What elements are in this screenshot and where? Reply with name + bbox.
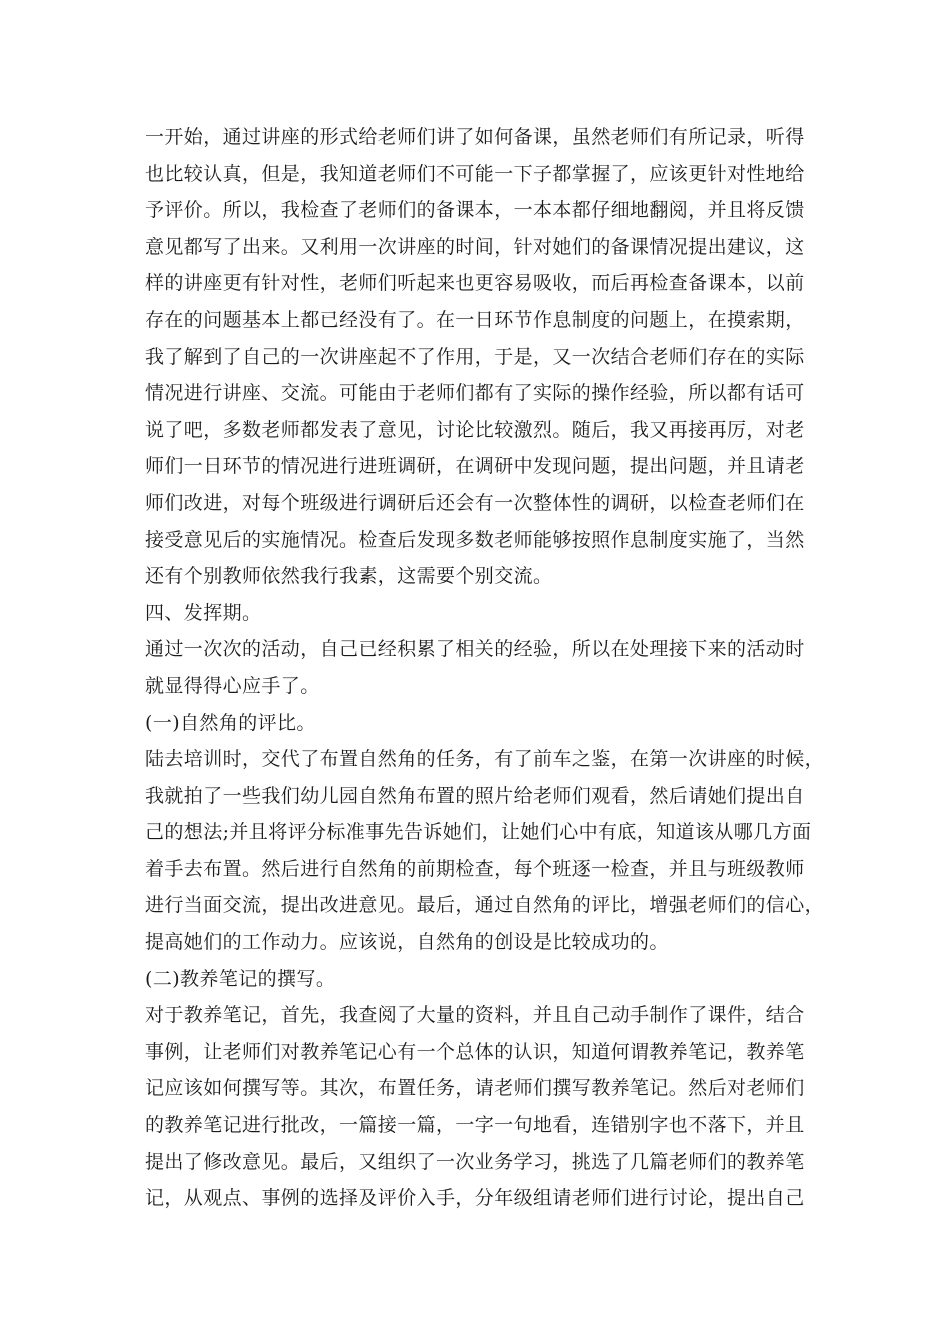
text-line: 存在的问题基本上都已经没有了。在一日环节作息制度的问题上，在摸索期，: [145, 308, 805, 331]
subsection-heading: (二)教养笔记的撰写。: [145, 967, 336, 990]
text-line: 还有个别教师依然我行我素，这需要个别交流。: [145, 565, 553, 588]
text-line: 说了吧，多数老师都发表了意见，讨论比较激烈。随后，我又再接再厉，对老: [145, 418, 805, 441]
text-line: 师们一日环节的情况进行进班调研，在调研中发现问题，提出问题，并且请老: [145, 455, 805, 478]
subsection-heading: (一)自然角的评比。: [145, 711, 316, 734]
text-line: 也比较认真，但是，我知道老师们不可能一下子都掌握了，应该更针对性地给: [145, 162, 805, 185]
text-line: 予评价。所以，我检查了老师们的备课本，一本本都仔细地翻阅，并且将反馈: [145, 199, 805, 222]
text-line: 就显得得心应手了。: [145, 674, 320, 697]
text-line: 着手去布置。然后进行自然角的前期检查，每个班逐一检查，并且与班级教师: [145, 857, 805, 880]
text-line: 通过一次次的活动，自己已经积累了相关的经验，所以在处理接下来的活动时: [145, 638, 805, 661]
text-line: 样的讲座更有针对性，老师们听起来也更容易吸收，而后再检查备课本，以前: [145, 272, 805, 295]
text-line: 记，从观点、事例的选择及评价入手，分年级组请老师们进行讨论，提出自己: [145, 1187, 805, 1210]
text-line: 的教养笔记进行批改，一篇接一篇，一字一句地看，连错别字也不落下，并且: [145, 1114, 805, 1137]
document-body: [145, 119, 825, 1217]
text-line: 提出了修改意见。最后，又组织了一次业务学习，挑选了几篇老师们的教养笔: [145, 1150, 805, 1173]
text-line: 提高她们的工作动力。应该说，自然角的创设是比较成功的。: [145, 931, 669, 954]
text-line: 事例，让老师们对教养笔记心有一个总体的认识，知道何谓教养笔记，教养笔: [145, 1040, 805, 1063]
section-heading: 四、发挥期。: [145, 601, 262, 624]
text-line: 一开始，通过讲座的形式给老师们讲了如何备课，虽然老师们有所记录，听得: [145, 126, 805, 148]
text-line: 接受意见后的实施情况。检查后发现多数老师能够按照作息制度实施了，当然: [145, 528, 805, 551]
text-line: 我就拍了一些我们幼儿园自然角布置的照片给老师们观看，然后请她们提出自: [145, 784, 805, 807]
text-line: 师们改进，对每个班级进行调研后还会有一次整体性的调研，以检查老师们在: [145, 491, 805, 514]
text-line: 意见都写了出来。又利用一次讲座的时间，针对她们的备课情况提出建议，这: [145, 235, 805, 258]
text-line: 进行当面交流，提出改进意见。最后，通过自然角的评比，增强老师们的信心，: [145, 894, 825, 917]
text-line: 我了解到了自己的一次讲座起不了作用，于是，又一次结合老师们存在的实际: [145, 345, 805, 368]
text-line: 情况进行讲座、交流。可能由于老师们都有了实际的操作经验，所以都有话可: [145, 382, 805, 405]
text-line: 对于教养笔记，首先，我查阅了大量的资料，并且自己动手制作了课件，结合: [145, 1004, 805, 1027]
text-line: 己的想法;并且将评分标准事先告诉她们，让她们心中有底，知道该从哪几方面: [145, 821, 812, 844]
text-line: 陆去培训时，交代了布置自然角的任务，有了前车之鉴，在第一次讲座的时候，: [145, 748, 825, 771]
text-line: 记应该如何撰写等。其次，布置任务，请老师们撰写教养笔记。然后对老师们: [145, 1077, 805, 1100]
